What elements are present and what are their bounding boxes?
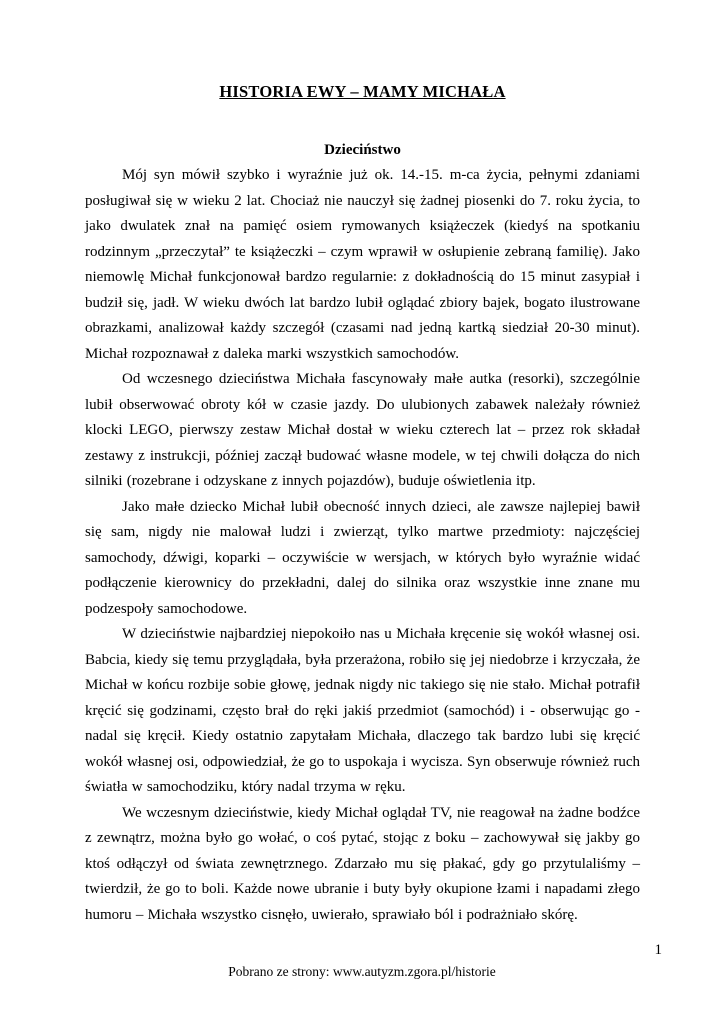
paragraph: We wczesnym dzieciństwie, kiedy Michał oglądał TV, nie reagował na żadne bodźce z zewnątrz, można było go wołać, o coś pytać, stojąc z boku – zachowywał się jakby go ktoś odłączył od świata zewnętrznego. Zdarzało mu się płakać, gdy go przytulaliśmy – twierdził, że go to boli. Każde nowe ubranie i buty były okupione łzami i napadami złego humoru – Michała wszystko cisnęło, uwierało, sprawiało ból i podrażniało skórę. — [85, 804, 640, 923]
section-heading: Dzieciństwo — [324, 142, 401, 158]
paragraph: W dzieciństwie najbardziej niepokoiło nas u Michała kręcenie się wokół własnej osi. Babcia, kiedy się temu przyglądała, była przerażona, robiło się jej niedobrze i krzyczała, że Michał w końcu rozbije sobie głowę, jednak nigdy nic takiego się nie stało. Michał potrafił kręcić się godzinami, często brał do ręki jakiś przedmiot (samochód) i - obserwując go - nadal się kręcił. Kiedy ostatnio zapytałam Michała, dlaczego tak bardzo lubi się kręcić wokół własnej osi, odpowiedział, że go to uspokaja i wycisza. Syn obserwuje również ruch światła w samochodziku, który nadal trzyma w ręku. — [85, 626, 640, 795]
paragraph: Jako małe dziecko Michał lubił obecność innych dzieci, ale zawsze najlepiej bawił się sam, nigdy nie malował ludzi i zwierząt, tylko martwe przedmioty: najczęściej samochody, dźwigi, koparki – oczywiście w wersjach, w których było wyraźnie widać podłączenie kierownicy do przekładni, dalej do silnika oraz wszystkie inne znane mu podzespoły samochodowe. — [85, 498, 640, 617]
paragraph: Od wczesnego dzieciństwa Michała fascynowały małe autka (resorki), szczególnie lubił obserwować obroty kół w czasie jazdy. Do ulubionych zabawek należały również klocki LEGO, pierwszy zestaw Michał dostał w wieku czterech lat – przez rok składał zestawy z instrukcji, później zaczął budować własne modele, w tej chwili dołącza do nich silniki (rozebrane i odzyskane z innych pojazdów), buduje oświetlenia itp. — [85, 371, 640, 489]
footer-source-note: Pobrano ze strony: www.autyzm.zgora.pl/historie — [228, 964, 496, 979]
page-number: 1 — [654, 942, 662, 958]
document-content — [85, 82, 640, 928]
document-title: HISTORIA EWY – MAMY MICHAŁA — [219, 82, 506, 101]
paragraph: Mój syn mówił szybko i wyraźnie już ok. 14.-15. m-ca życia, pełnymi zdaniami posługiwał się w wieku 2 lat. Chociaż nie nauczył się żadnej piosenki do 7. roku życia, to jako dwulatek znał na pamięć osiem rymowanych książeczek (kiedyś na spotkaniu rodzinnym „przeczytał” te książeczki – czym wprawił w osłupienie zebraną familię). Jako niemowlę Michał funkcjonował bardzo regularnie: z dokładnością do 15 minut zasypiał i budził się, jadł. W wieku dwóch lat bardzo lubił oglądać zbiory bajek, bogato ilustrowane obrazkami, analizował każdy szczegół (czasami nad jedną kartką siedział 20-30 minut). Michał rozpoznawał z daleka marki wszystkich samochodów. — [85, 167, 640, 362]
